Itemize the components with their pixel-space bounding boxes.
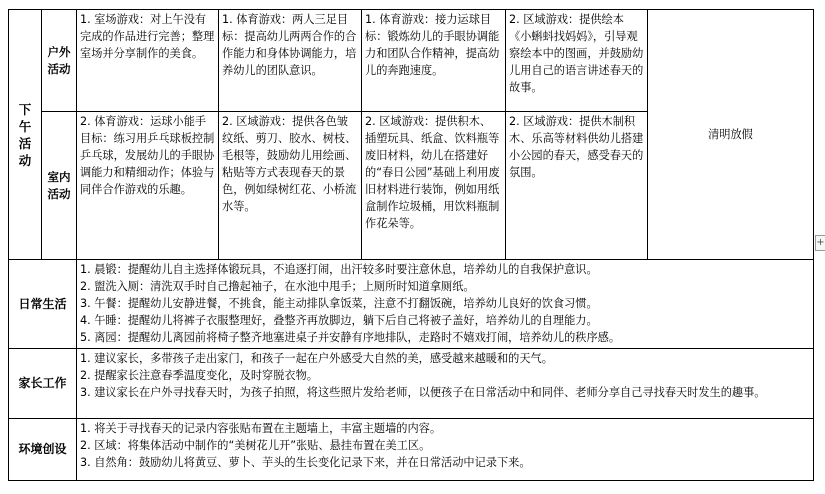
afternoon-indoor-cell-1: 2. 体育游戏：运球小能手目标：练习用乒乓球板控制乒乓球，发展幼儿的手眼协调能力和精细动作；体验与同伴合作游戏的乐趣。 (77, 112, 219, 260)
parent-work-label: 家长工作 (9, 349, 77, 419)
daily-item: 3. 午餐：提醒幼儿安静进餐，不挑食，能主动排队拿饭菜，注意不打翻饭碗，培养幼儿良好的饮食习惯。 (80, 297, 598, 310)
environment-label: 环境创设 (9, 419, 77, 481)
parent-item: 2. 提醒家长注意春季温度变化，及时穿脱衣物。 (80, 369, 318, 382)
outdoor-label: 户外活动 (42, 10, 77, 112)
indoor-label: 室内活动 (42, 112, 77, 260)
weekly-plan-table (8, 9, 814, 481)
daily-life-content (77, 260, 814, 349)
parent-work-content (77, 349, 814, 419)
daily-item: 5. 离园：提醒幼儿离园前将椅子整齐地塞进桌子并安静有序地排队，走路时不嬉戏打闹，培养幼儿的秩序感。 (80, 331, 621, 344)
environment-item: 1. 将关于寻找春天的记录内容张贴布置在主题墙上，丰富主题墙的内容。 (80, 422, 442, 435)
afternoon-outdoor-cell-2: 1. 体育游戏：两人三足目标：提高幼儿两两合作的合作能力和身体协调能力，培养幼儿的团队意识。 (219, 10, 362, 112)
parent-item: 3. 建议家长在户外寻找春天时，为孩子拍照，将这些照片发给老师，以便孩子在日常活动中和同伴、老师分享自己寻找春天时发生的趣事。 (80, 386, 766, 399)
daily-item: 4. 午睡：提醒幼儿将裤子衣服整理好，叠整齐再放脚边，躺下后自己将被子盖好，培养幼儿的自理能力。 (80, 314, 598, 327)
afternoon-indoor-cell-3: 2. 区域游戏：提供积木、插塑玩具、纸盒、饮料瓶等废旧材料，幼儿在搭建好的“春日公园”基础上利用废旧材料进行装饰，例如用纸盒制作垃圾桶，用饮料瓶制作花朵等。 (362, 112, 506, 260)
afternoon-outdoor-cell-1: 1. 室场游戏：对上午没有完成的作品进行完善；整理室场并分享制作的美食。 (77, 10, 219, 112)
afternoon-indoor-cell-4: 2. 区域游戏：提供木制积木、乐高等材料供幼儿搭建小公园的春天，感受春天的氛围。 (506, 112, 648, 260)
environment-item: 2. 区域：将集体活动中制作的“美树花儿开”张贴、悬挂布置在美工区。 (80, 439, 431, 452)
daily-item: 2. 盥洗入厕：清洗双手时自己撸起袖子，在水池中甩手；上厕所时知道拿厕纸。 (80, 280, 475, 293)
parent-item: 1. 建议家长，多带孩子走出家门，和孩子一起在户外感受大自然的美，感受越来越暖和的天气。 (80, 352, 553, 365)
holiday-cell: 清明放假 (648, 10, 814, 260)
afternoon-label: 下午活动 (9, 10, 42, 260)
afternoon-outdoor-cell-4: 2. 区域游戏：提供绘本《小蝌蚪找妈妈》，引导观察绘本中的图画，并鼓励幼儿用自己的语言讲述春天的故事。 (506, 10, 648, 112)
daily-item: 1. 晨锻：提醒幼儿自主选择体锻玩具，不追逐打闹，出汗较多时要注意休息，培养幼儿的自我保护意识。 (80, 263, 598, 276)
daily-life-label: 日常生活 (9, 260, 77, 349)
afternoon-indoor-cell-2: 2. 区域游戏：提供各色皱纹纸、剪刀、胶水、树枝、毛根等，鼓励幼儿用绘画、粘贴等方式表现春天的景色，例如绿树红花、小桥流水等。 (219, 112, 362, 260)
environment-item: 3. 自然角：鼓励幼儿将黄豆、萝卜、芋头的生长变化记录下来，并在日常活动中记录下来。 (80, 456, 531, 469)
expand-button[interactable]: + (815, 235, 825, 251)
afternoon-outdoor-cell-3: 1. 体育游戏：接力运球目标：锻炼幼儿的手眼协调能力和团队合作精神，提高幼儿的奔跑速度。 (362, 10, 506, 112)
environment-content (77, 419, 814, 481)
